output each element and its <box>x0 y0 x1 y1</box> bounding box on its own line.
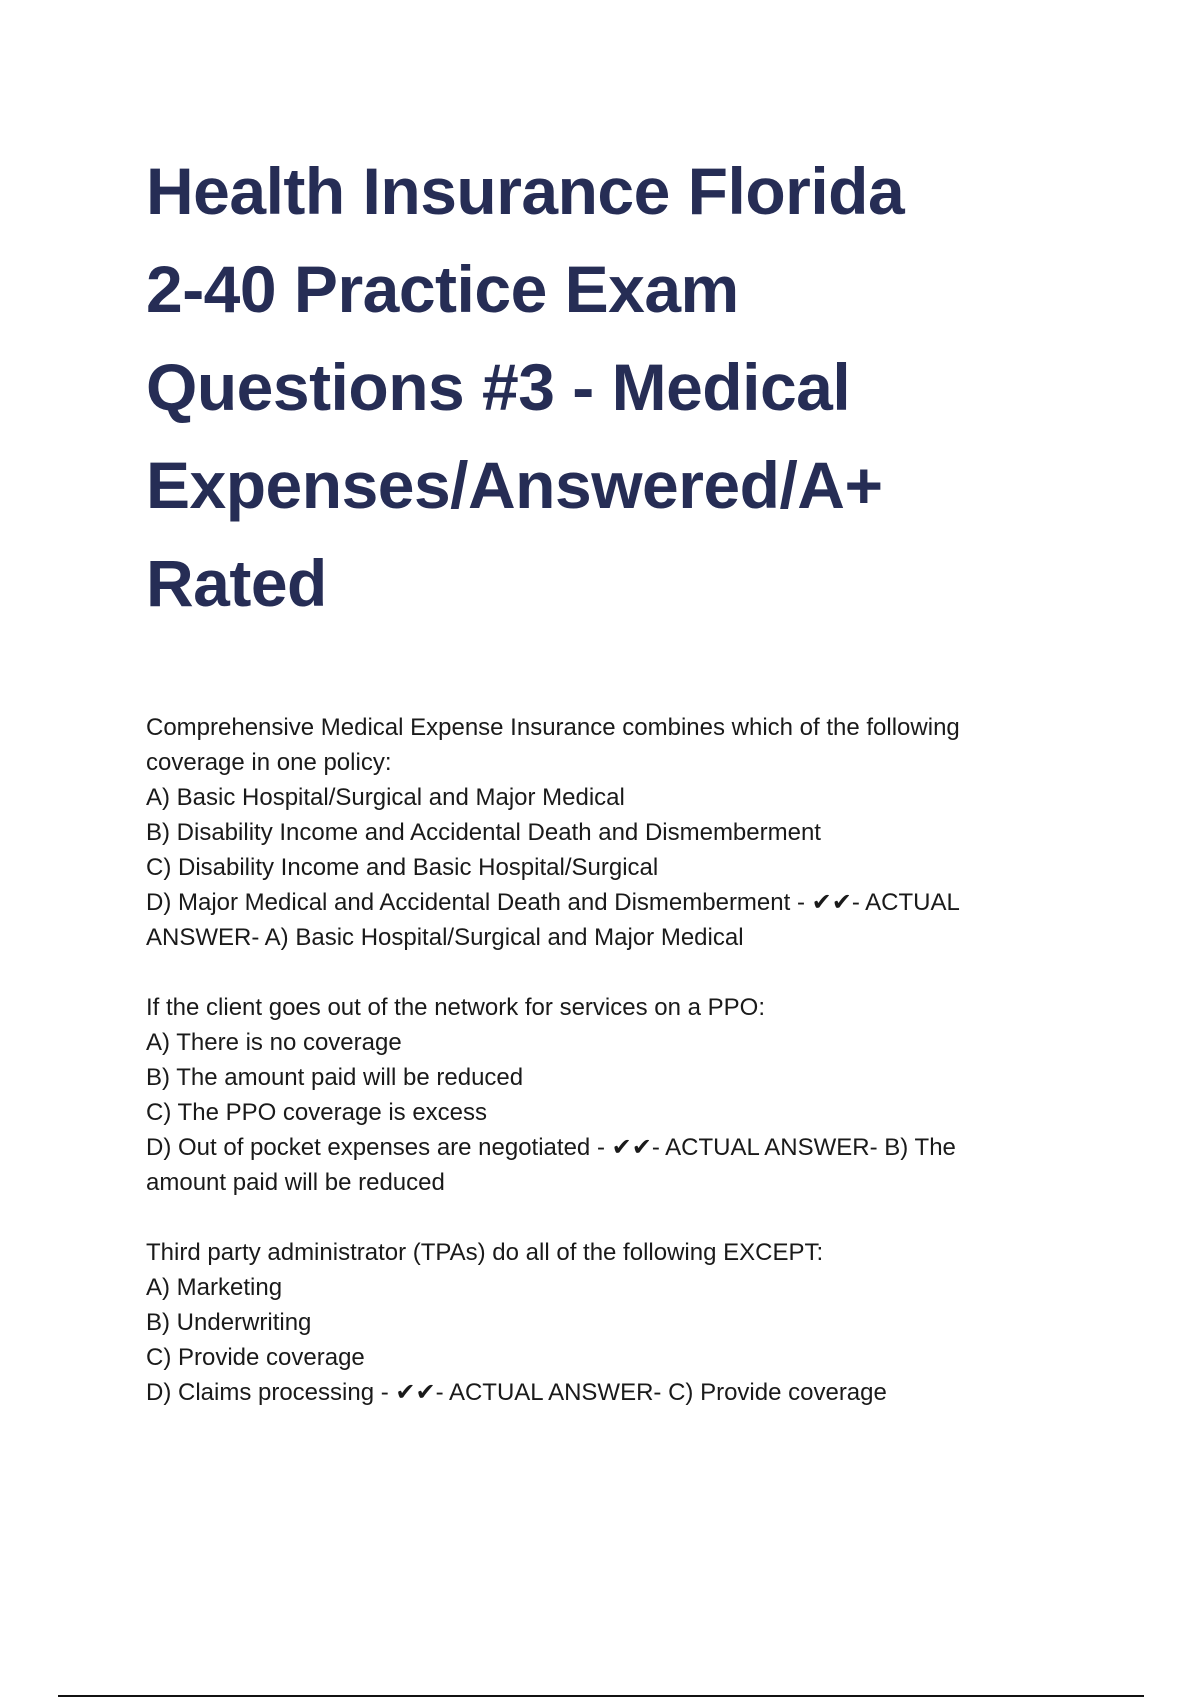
option-b: B) Underwriting <box>146 1309 312 1336</box>
option-c: C) Provide coverage <box>146 1344 365 1371</box>
title-line: Expenses/Answered/A+ <box>146 448 883 522</box>
answer-line: D) Major Medical and Accidental Death and Dismemberment - ✔✔- ACTUAL <box>146 889 960 916</box>
option-a: A) There is no coverage <box>146 1029 402 1056</box>
option-a: A) Marketing <box>146 1274 283 1301</box>
answer-line: D) Claims processing - ✔✔- ACTUAL ANSWER- C) Provide coverage <box>146 1379 887 1406</box>
title-line: Health Insurance Florida <box>146 154 905 228</box>
answer-line: ANSWER- A) Basic Hospital/Surgical and Major Medical <box>146 924 744 951</box>
option-c: C) The PPO coverage is excess <box>146 1099 488 1126</box>
question-stem-line: coverage in one policy: <box>146 749 392 776</box>
footer-divider <box>58 1695 1144 1697</box>
question-list <box>146 710 1066 1445</box>
title-line: 2-40 Practice Exam <box>146 252 739 326</box>
question-block <box>146 1235 1066 1410</box>
option-a: A) Basic Hospital/Surgical and Major Medical <box>146 784 625 811</box>
question-stem-line: Third party administrator (TPAs) do all of the following EXCEPT: <box>146 1239 824 1266</box>
question-block <box>146 710 1066 955</box>
answer-line: amount paid will be reduced <box>146 1169 445 1196</box>
answer-line: D) Out of pocket expenses are negotiated - ✔✔- ACTUAL ANSWER- B) The <box>146 1134 956 1161</box>
question-stem-line: If the client goes out of the network for services on a PPO: <box>146 994 765 1021</box>
document-title <box>146 142 1086 632</box>
option-b: B) The amount paid will be reduced <box>146 1064 524 1091</box>
title-line: Questions #3 - Medical <box>146 350 851 424</box>
question-block <box>146 990 1066 1200</box>
option-b: B) Disability Income and Accidental Death and Dismemberment <box>146 819 821 846</box>
option-c: C) Disability Income and Basic Hospital/Surgical <box>146 854 659 881</box>
title-line: Rated <box>146 546 327 620</box>
question-stem-line: Comprehensive Medical Expense Insurance combines which of the following <box>146 714 960 741</box>
